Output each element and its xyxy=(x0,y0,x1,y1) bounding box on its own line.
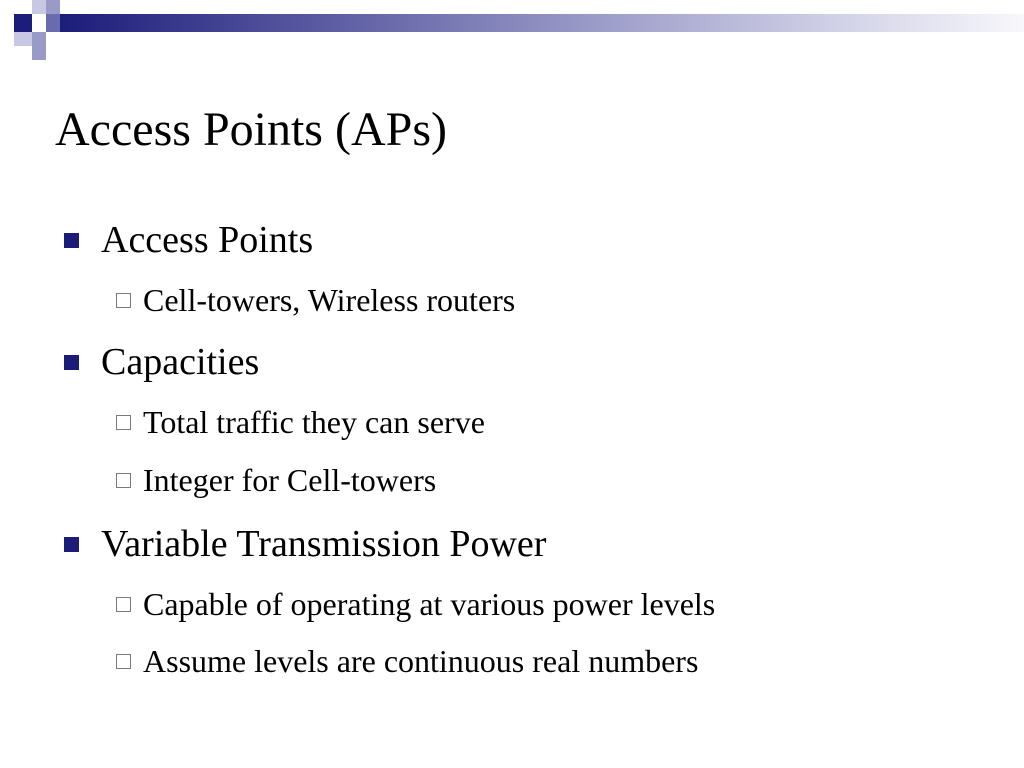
bullet-item xyxy=(64,520,546,568)
sub-bullet-text: Total traffic they can serve xyxy=(143,404,485,440)
sub-bullet-text: Assume levels are continuous real numbers xyxy=(143,643,699,679)
sub-bullet-item xyxy=(116,460,436,500)
square-bullet-icon xyxy=(64,233,79,248)
sub-bullet-item xyxy=(116,641,698,681)
bullet-text: Variable Transmission Power xyxy=(101,523,547,565)
hollow-square-bullet-icon xyxy=(116,473,131,488)
sub-bullet-item xyxy=(116,280,515,320)
bullet-text: Access Points xyxy=(101,219,314,261)
slide-title: Access Points (APs) xyxy=(55,103,447,156)
hollow-square-bullet-icon xyxy=(116,597,131,612)
hollow-square-bullet-icon xyxy=(116,415,131,430)
bullet-item xyxy=(64,216,313,264)
bullet-text: Capacities xyxy=(101,341,260,383)
square-bullet-icon xyxy=(64,355,79,370)
bullet-item xyxy=(64,338,259,386)
hollow-square-bullet-icon xyxy=(116,293,131,308)
hollow-square-bullet-icon xyxy=(116,654,131,669)
sub-bullet-item xyxy=(116,402,485,442)
sub-bullet-text: Capable of operating at various power levels xyxy=(143,586,716,622)
sub-bullet-item xyxy=(116,584,715,624)
sub-bullet-text: Integer for Cell-towers xyxy=(143,462,437,498)
sub-bullet-text: Cell-towers, Wireless routers xyxy=(143,282,516,318)
square-bullet-icon xyxy=(64,537,79,552)
